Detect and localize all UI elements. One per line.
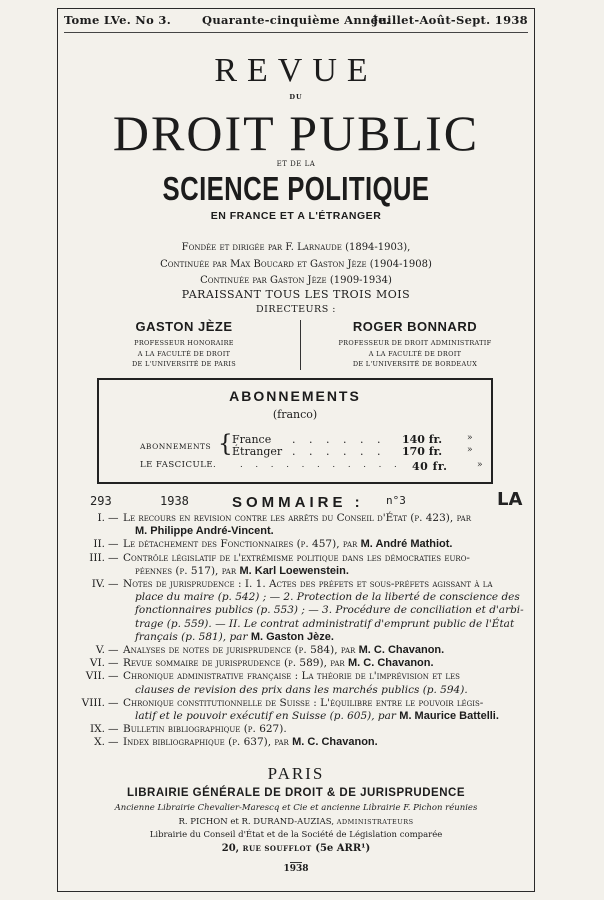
title-droit-public: DROIT PUBLIC bbox=[112, 105, 480, 161]
title-en-france: EN FRANCE ET A L'ÉTRANGER bbox=[210, 210, 382, 222]
toc-line: VII. — Chronique administrative française : La théorie de l'imprévision et les bbox=[123, 670, 546, 683]
title-du: DU bbox=[289, 93, 303, 101]
toc-item bbox=[70, 670, 546, 696]
title-et-de-la: ET DE LA bbox=[276, 160, 316, 168]
toc-line: latif et le pouvoir exécutif en Suisse (p. 605), par M. Maurice Battelli. bbox=[135, 710, 499, 723]
journal-cover: Tome LVe. No 3. Quarante-cinquième Année. Juillet-Août-Sept. 1938 REVUE DU DROIT PUBLIC ET DE LA SCIENCE POLITIQUE EN FRANCE ET A L'ÉTRANGER Fondée et dirigée par F. Larnaude (1894-1903), Continuée par Max Boucard et Gaston Jèze (1904-1908) Continuée par Gaston Jèze (1909-1934) PARAISSANT TOUS LES TROIS MOIS DIRECTEURS : GASTON JÈZE PROFESSEUR HONORAIRE A LA FACULTÉ DE DROIT DE L'UNIVERSITÉ DE PARIS ROGER BONNARD PROFESSEUR DE DROIT ADMINISTRATIF A LA FACULTÉ DE DROIT DE L'UNIVERSITÉ DE BORDEAUX ABONNEMENTS (franco) ABONNEMENTS { France . . . . . . 140 fr. » Étranger . . . . . . 170 fr. » LE FASCICULE. . . . . . . . . . . . 40 fr. » 293 1938 SOMMAIRE : n°3 LA I. — Le recours en revision contre les arrêts du Conseil d'État (p. 423), par M. Philippe André-Vincent. II. — Le détachement des Fonctionnaires (p. 457), par M. André Mathiot. III. — Contrôle législatif de l'extrémisme politique dans les démocraties euro- péennes (p. 517), par M. Karl Loewenstein. IV. — Notes de jurisprudence : I. 1. Actes des préfets et sous-préfets agissant à la place du maire (p. 542) ; — 2. Protection de la liberté de conscience des fonctionnaires publics (p. 553) ; — 3. Procédure de conciliation et d'arbi- trage (p. 559). — II. Le contrat administratif d'emprunt public de l'État français (p. 581), par M. Gaston Jèze. V. — Analyses de notes de jurisprudence (p. 584), par M. C. Chavanon. VI. — Revue sommaire de jurisprudence (p. 589), par M. C. Chavanon. VII. — Chronique administrative française : La théorie de l'imprévision et les clauses de revision des prix dans les marchés publics (p. 594). VIII. — Chronique constitutionnelle de Suisse : L'équilibre entre le pouvoir légis- latif et le pouvoir exécutif en Suisse (p. 605), par M. Maurice Battelli. IX. — Bulletin bibliographique (p. 627). X. — Index bibliographique (p. 637), par M. C. Chavanon. PARIS LIBRAIRIE GÉNÉRALE DE DROIT & DE JURISPRUDENCE Ancienne Librairie Chevalier-Marescq et Cie et ancienne Librairie F. Pichon réunies R. PICHON et R. DURAND-AUZIAS, ADMINISTRATEURS Librairie du Conseil d'État et de la Société de Législation comparée 20, RUE SOUFFLOT (5e ARR¹) 1938 bbox=[0, 0, 604, 900]
issue-period: Juillet-Août-Sept. 1938 bbox=[372, 13, 528, 27]
director-name: GASTON JÈZE bbox=[135, 319, 233, 334]
publisher-admins: R. PICHON et R. DURAND-AUZIAS, ADMINISTRATEURS bbox=[178, 817, 414, 827]
toc-line: clauses de revision des prix dans les marchés publics (p. 594). bbox=[135, 683, 468, 696]
publisher-city: PARIS bbox=[267, 764, 325, 783]
publication-year: 1938 bbox=[283, 864, 309, 874]
tome-number: Tome LVe. No 3. bbox=[64, 13, 172, 27]
year-rule bbox=[290, 862, 302, 863]
publisher-history: Ancienne Librairie Chevalier-Marescq et Cie et ancienne Librairie F. Pichon réunies bbox=[114, 803, 478, 813]
founder-line: Fondée et dirigée par F. Larnaude (1894-1903), bbox=[181, 242, 411, 253]
toc-line: place du maire (p. 542) ; — 2. Protection de la liberté de conscience des bbox=[135, 591, 520, 604]
toc-number: VI. bbox=[89, 657, 105, 670]
director-title: PROFESSEUR DE DROIT ADMINISTRATIF A LA FACULTÉ DE DROIT DE L'UNIVERSITÉ DE BORDEAUX bbox=[338, 339, 492, 368]
toc-number: V. bbox=[95, 644, 105, 657]
director-name: ROGER BONNARD bbox=[352, 319, 478, 334]
handwritten-note: LA bbox=[497, 489, 523, 510]
founders-block bbox=[57, 240, 535, 290]
toc-number: VIII. bbox=[81, 696, 105, 709]
toc-line: IV. — Notes de jurisprudence : I. 1. Actes des préfets et sous-préfets agissant à la bbox=[123, 578, 546, 591]
title-revue: REVUE bbox=[214, 52, 378, 89]
toc-number: X. bbox=[94, 736, 105, 749]
brace-symbol: { bbox=[218, 431, 233, 457]
toc-item bbox=[70, 644, 546, 657]
toc-line: X. — Index bibliographique (p. 637), par M. C. Chavanon. bbox=[123, 736, 546, 749]
top-rule bbox=[64, 32, 528, 33]
toc-line: II. — Le détachement des Fonctionnaires (p. 457), par M. André Mathiot. bbox=[123, 538, 546, 551]
year-number: Quarante-cinquième Année. bbox=[202, 13, 391, 27]
handwritten-note: 1938 bbox=[160, 494, 189, 508]
publisher-address: 20, RUE SOUFFLOT (5e ARR¹) bbox=[221, 843, 371, 854]
toc-line: VIII. — Chronique constitutionnelle de Suisse : L'équilibre entre le pouvoir légis- bbox=[123, 697, 546, 710]
founder-line: Continuée par Gaston Jèze (1909-1934) bbox=[200, 275, 392, 286]
toc-line: VI. — Revue sommaire de jurisprudence (p. 589), par M. C. Chavanon. bbox=[123, 657, 546, 670]
toc-author: M. C. Chavanon. bbox=[292, 736, 378, 749]
toc-author: M. Maurice Battelli. bbox=[399, 710, 499, 723]
subscription-label: ABONNEMENTS bbox=[140, 442, 212, 451]
toc-author: M. André Mathiot. bbox=[360, 538, 453, 551]
directors-divider bbox=[300, 320, 301, 370]
toc-line: trage (p. 559). — II. Le contrat administratif d'emprunt public de l'État bbox=[135, 617, 515, 630]
toc-line: III. — Contrôle législatif de l'extrémisme politique dans les démocraties euro- bbox=[123, 552, 546, 565]
toc-item bbox=[70, 657, 546, 670]
handwritten-note: n°3 bbox=[386, 494, 406, 507]
publisher-conseil: Librairie du Conseil d'État et de la Société de Législation comparée bbox=[149, 830, 443, 840]
toc-author: M. C. Chavanon. bbox=[358, 644, 445, 657]
toc-item bbox=[70, 697, 546, 723]
toc-line: IX. — Bulletin bibliographique (p. 627). bbox=[123, 723, 546, 736]
directors-label: DIRECTEURS : bbox=[256, 304, 336, 315]
toc-item bbox=[70, 736, 546, 749]
toc-author: M. Karl Loewenstein. bbox=[239, 564, 349, 577]
publisher-name: LIBRAIRIE GÉNÉRALE DE DROIT & DE JURISPRUDENCE bbox=[126, 787, 465, 799]
toc-item bbox=[70, 578, 546, 644]
table-of-contents bbox=[70, 512, 546, 750]
toc-number: IV. bbox=[91, 578, 105, 591]
handwritten-note: 293 bbox=[90, 494, 112, 508]
toc-author: M. C. Chavanon. bbox=[347, 657, 434, 670]
toc-item bbox=[70, 723, 546, 736]
toc-author: M. Gaston Jèze. bbox=[250, 630, 334, 643]
toc-line: M. Philippe André-Vincent. bbox=[135, 525, 274, 538]
director-title: PROFESSEUR HONORAIRE A LA FACULTÉ DE DROIT DE L'UNIVERSITÉ DE PARIS bbox=[132, 339, 236, 368]
sommaire-heading: SOMMAIRE : bbox=[232, 494, 364, 511]
toc-number: I. bbox=[97, 512, 105, 524]
toc-item bbox=[70, 538, 546, 551]
toc-item bbox=[70, 512, 546, 538]
title-science-politique: SCIENCE POLITIQUE bbox=[162, 170, 430, 207]
toc-number: IX. bbox=[90, 723, 105, 736]
founder-line: Continuée par Max Boucard et Gaston Jèze (1904-1908) bbox=[160, 258, 432, 270]
toc-number: II. bbox=[93, 538, 105, 551]
subscription-subtitle: (franco) bbox=[272, 408, 318, 421]
toc-line: I. — Le recours en revision contre les arrêts du Conseil d'État (p. 423), par bbox=[123, 512, 546, 525]
toc-number: VII. bbox=[85, 670, 105, 683]
frequency-line: PARAISSANT TOUS LES TROIS MOIS bbox=[181, 288, 411, 301]
director-left bbox=[84, 319, 284, 370]
toc-number: III. bbox=[89, 551, 105, 564]
toc-line: français (p. 581), par M. Gaston Jèze. bbox=[135, 630, 334, 643]
price-row-fascicule: LE FASCICULE. . . . . . . . . . . . 40 fr. » bbox=[140, 460, 484, 473]
subscription-title: ABONNEMENTS bbox=[229, 388, 361, 404]
toc-line: fonctionnaires publics (p. 553) ; — 3. Procédure de conciliation et d'arbi- bbox=[135, 604, 524, 617]
director-right bbox=[310, 319, 520, 370]
toc-line: V. — Analyses de notes de jurisprudence (p. 584), par M. C. Chavanon. bbox=[123, 644, 546, 657]
toc-item bbox=[70, 552, 546, 578]
toc-line: péennes (p. 517), par M. Karl Loewenstein. bbox=[135, 564, 349, 577]
